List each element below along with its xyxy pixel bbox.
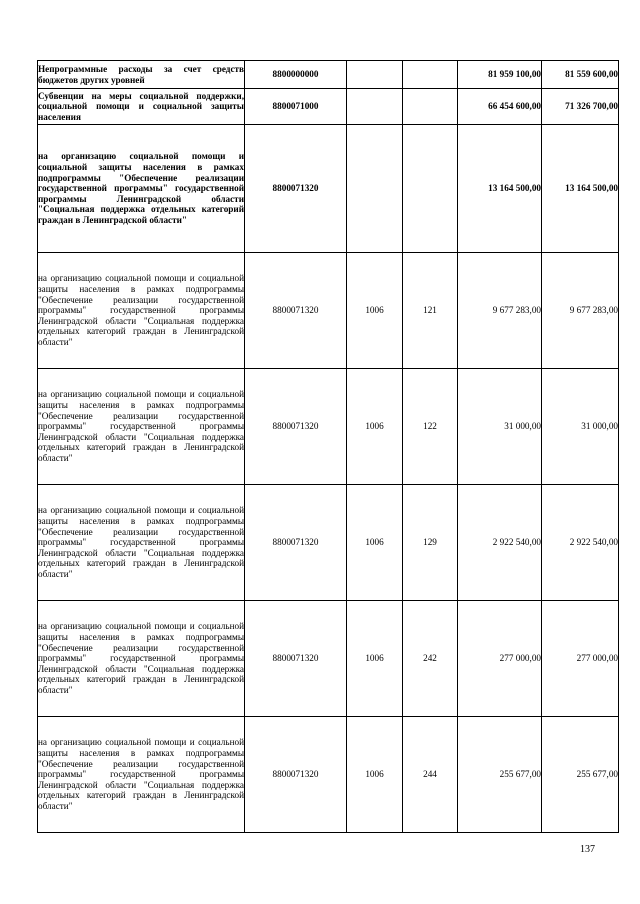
amount-year-1: 9 677 283,00 xyxy=(458,253,542,369)
amount-year-2: 9 677 283,00 xyxy=(542,253,619,369)
table-row xyxy=(38,485,619,601)
target-code: 8800071320 xyxy=(245,253,347,369)
section-code: 1006 xyxy=(347,601,403,717)
expense-type xyxy=(403,125,458,253)
row-name: на организацию социальной помощи и социальной защиты населения в рамках подпрограммы "Обеспечение реализации государственной программы" государственной программы Ленинградской области "Социальная поддержка отдельных категорий граждан в Ленинградской области" xyxy=(38,125,245,253)
amount-year-2: 255 677,00 xyxy=(542,717,619,833)
amount-year-2: 71 326 700,00 xyxy=(542,89,619,125)
amount-year-2: 31 000,00 xyxy=(542,369,619,485)
target-code: 8800071320 xyxy=(245,601,347,717)
target-code: 8800071320 xyxy=(245,125,347,253)
expense-type: 121 xyxy=(403,253,458,369)
section-code xyxy=(347,125,403,253)
table-row xyxy=(38,61,619,89)
table-row xyxy=(38,125,619,253)
amount-year-1: 277 000,00 xyxy=(458,601,542,717)
row-name: на организацию социальной помощи и социальной защиты населения в рамках подпрограммы "Обеспечение реализации государственной программы" государственной программы Ленинградской области "Социальная поддержка отдельных категорий граждан в Ленинградской области" xyxy=(38,601,245,717)
row-name: на организацию социальной помощи и социальной защиты населения в рамках подпрограммы "Обеспечение реализации государственной программы" государственной программы Ленинградской области "Социальная поддержка отдельных категорий граждан в Ленинградской области" xyxy=(38,717,245,833)
table-row xyxy=(38,601,619,717)
target-code: 8800071320 xyxy=(245,369,347,485)
expense-type xyxy=(403,89,458,125)
expense-type: 244 xyxy=(403,717,458,833)
amount-year-2: 13 164 500,00 xyxy=(542,125,619,253)
target-code: 8800071320 xyxy=(245,485,347,601)
budget-table xyxy=(37,60,619,833)
page-number: 137 xyxy=(580,844,595,855)
section-code: 1006 xyxy=(347,485,403,601)
expense-type xyxy=(403,61,458,89)
target-code: 8800000000 xyxy=(245,61,347,89)
section-code: 1006 xyxy=(347,253,403,369)
section-code: 1006 xyxy=(347,369,403,485)
amount-year-2: 2 922 540,00 xyxy=(542,485,619,601)
expense-type: 242 xyxy=(403,601,458,717)
row-name: на организацию социальной помощи и социальной защиты населения в рамках подпрограммы "Обеспечение реализации государственной программы" государственной программы Ленинградской области "Социальная поддержка отдельных категорий граждан в Ленинградской области" xyxy=(38,485,245,601)
row-name: Субвенции на меры социальной поддержки, социальной помощи и социальной защиты населения xyxy=(38,89,245,125)
amount-year-1: 31 000,00 xyxy=(458,369,542,485)
table-row xyxy=(38,717,619,833)
table-row xyxy=(38,369,619,485)
table-row xyxy=(38,89,619,125)
expense-type: 122 xyxy=(403,369,458,485)
section-code xyxy=(347,61,403,89)
row-name: на организацию социальной помощи и социальной защиты населения в рамках подпрограммы "Обеспечение реализации государственной программы" государственной программы Ленинградской области "Социальная поддержка отдельных категорий граждан в Ленинградской области" xyxy=(38,369,245,485)
target-code: 8800071000 xyxy=(245,89,347,125)
amount-year-1: 66 454 600,00 xyxy=(458,89,542,125)
section-code xyxy=(347,89,403,125)
amount-year-2: 81 559 600,00 xyxy=(542,61,619,89)
amount-year-1: 13 164 500,00 xyxy=(458,125,542,253)
amount-year-1: 81 959 100,00 xyxy=(458,61,542,89)
amount-year-2: 277 000,00 xyxy=(542,601,619,717)
expense-type: 129 xyxy=(403,485,458,601)
row-name: на организацию социальной помощи и социальной защиты населения в рамках подпрограммы "Обеспечение реализации государственной программы" государственной программы Ленинградской области "Социальная поддержка отдельных категорий граждан в Ленинградской области" xyxy=(38,253,245,369)
amount-year-1: 2 922 540,00 xyxy=(458,485,542,601)
section-code: 1006 xyxy=(347,717,403,833)
target-code: 8800071320 xyxy=(245,717,347,833)
table-row xyxy=(38,253,619,369)
amount-year-1: 255 677,00 xyxy=(458,717,542,833)
row-name: Непрограммные расходы за счет средств бюджетов других уровней xyxy=(38,61,245,89)
